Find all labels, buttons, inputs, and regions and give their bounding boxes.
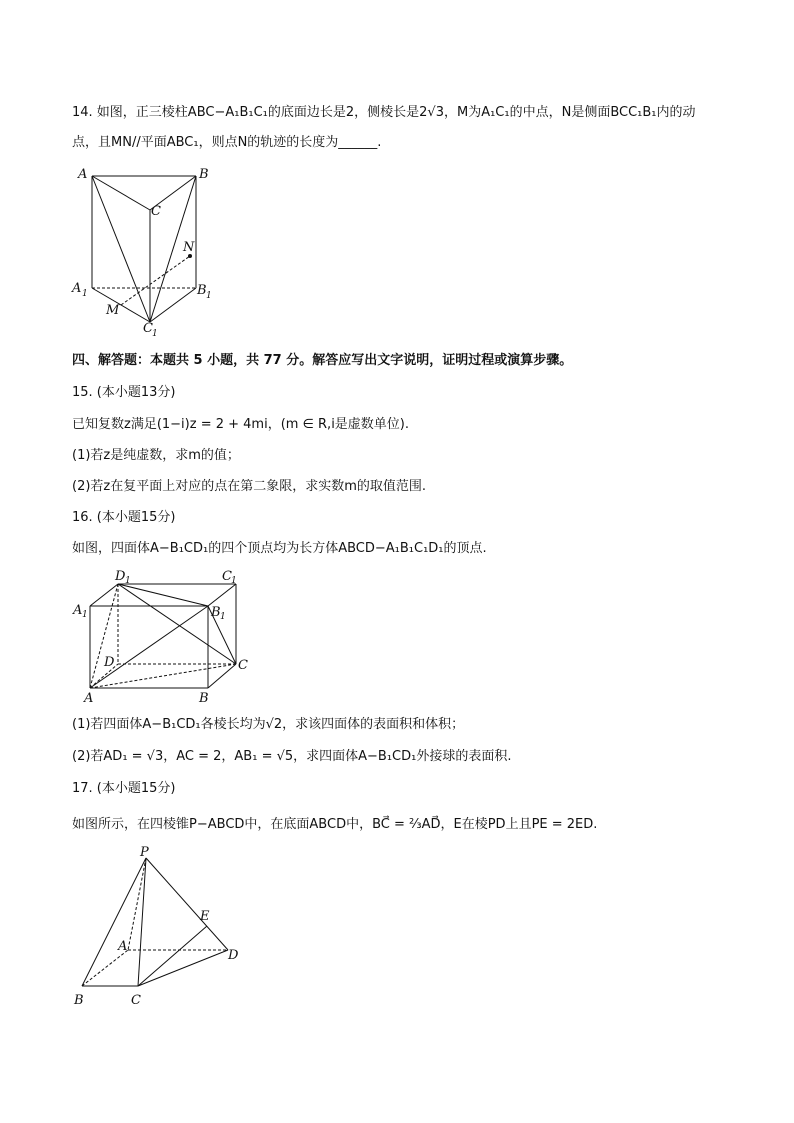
q16-label-c1: C <box>222 569 232 584</box>
section-heading: 四、解答题：本题共 5 小题，共 77 分。解答应写出文字说明，证明过程或演算步骤。 <box>72 353 573 368</box>
q14-line-1: 14. 如图，正三棱柱ABC−A₁B₁C₁的底面边长是2，侧棱长是2√3，M为A₁C₁的中点，N是侧面BCC₁B₁内的动 <box>72 105 696 120</box>
q14-prism-figure <box>68 160 228 340</box>
q16-label-c1-sub: 1 <box>231 576 237 586</box>
q17-heading: 17. (本小题15分) <box>72 781 176 796</box>
q15-part-2: (2)若z在复平面上对应的点在第二象限，求实数m的取值范围. <box>72 479 427 494</box>
q14-label-b: B <box>199 167 209 182</box>
q16-stem: 如图，四面体A−B₁CD₁的四个顶点均为长方体ABCD−A₁B₁C₁D₁的顶点. <box>72 541 487 556</box>
q15-part-1: (1)若z是纯虚数，求m的值； <box>72 448 240 463</box>
q14-label-a1-sub: 1 <box>82 289 88 299</box>
q16-label-d: D <box>104 655 115 670</box>
q16-label-a: A <box>84 691 94 706</box>
q14-label-c1-sub: 1 <box>152 329 158 339</box>
q14-label-c: C <box>151 204 161 219</box>
q16-label-c: C <box>238 658 248 673</box>
q14-label-b1-sub: 1 <box>206 291 212 301</box>
q17-label-d: D <box>228 948 239 963</box>
q16-label-b1: B <box>211 605 221 620</box>
q16-label-a1: A <box>73 603 83 618</box>
q17-stem: 如图所示，在四棱锥P−ABCD中，在底面ABCD中，BC⃗ = ⅔AD⃗，E在棱PD上且PE = 2ED. <box>72 817 598 832</box>
q17-label-p: P <box>140 845 149 860</box>
q16-label-b: B <box>199 691 209 706</box>
q16-label-a1-sub: 1 <box>82 610 88 620</box>
q14-label-b1: B <box>197 283 207 298</box>
q15-stem: 已知复数z满足(1−i)z = 2 + 4mi，(m ∈ R,i是虚数单位). <box>72 417 410 432</box>
q14-label-m: M <box>106 303 120 318</box>
q14-label-a1: A <box>72 281 82 296</box>
q14-label-c1: C <box>143 321 153 336</box>
q17-pyramid-figure <box>68 846 248 1016</box>
q14-label-n: N <box>183 240 195 255</box>
q17-label-c: C <box>131 993 141 1008</box>
q14-label-a: A <box>78 167 88 182</box>
q17-label-e: E <box>200 909 210 924</box>
q16-cuboid-figure <box>68 566 268 706</box>
q17-label-b: B <box>74 993 84 1008</box>
q16-part-1: (1)若四面体A−B₁CD₁各棱长均为√2，求该四面体的表面积和体积； <box>72 717 465 732</box>
q17-label-a: A <box>118 939 128 954</box>
q16-label-b1-sub: 1 <box>220 612 226 622</box>
q16-label-d1-sub: 1 <box>125 576 131 586</box>
q16-part-2: (2)若AD₁ = √3，AC = 2，AB₁ = √5，求四面体A−B₁CD₁外接球的表面积. <box>72 749 512 764</box>
q14-line-2: 点，且MN//平面ABC₁，则点N的轨迹的长度为______. <box>72 135 382 150</box>
q15-heading: 15. (本小题13分) <box>72 385 176 400</box>
q16-label-d1: D <box>115 569 126 584</box>
q16-heading: 16. (本小题15分) <box>72 510 176 525</box>
